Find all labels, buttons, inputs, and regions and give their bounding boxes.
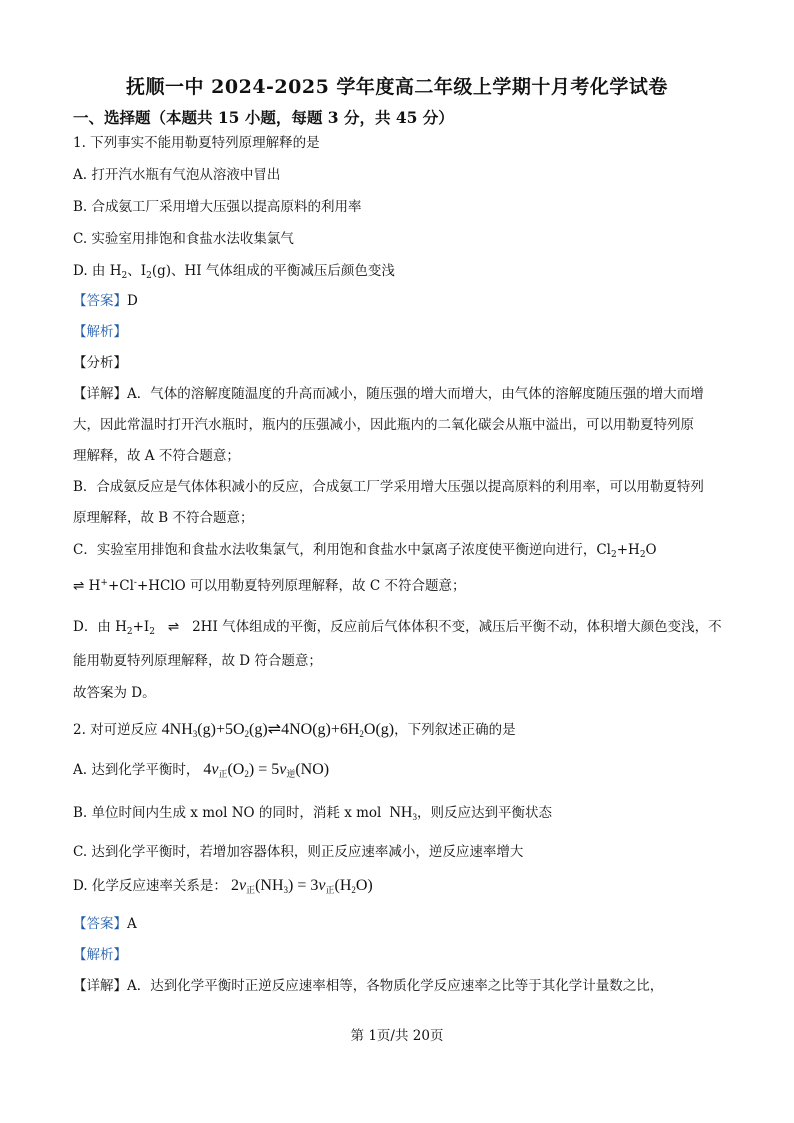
- q1-detail-a1: 【详解】A．气体的溶解度随温度的升高而减小，随压强的增大而增大，由气体的溶解度随压强的增大而增: [73, 386, 704, 402]
- q2-option-a: A. 达到化学平衡时， $4v_正(O_2) = 5v_逆(NO)$: [73, 761, 330, 779]
- q1-detail-d1: D．由 $H_2+I_2$ ⇌ 2HI 气体组成的平衡，反应前后气体体积不变，减压后平衡不动，体积增大颜色变浅，不: [73, 619, 722, 637]
- section-heading: 一、选择题（本题共 15 小题，每题 3 分，共 45 分）: [73, 108, 454, 127]
- q1-detail-a3: 理解释，故 A 不符合题意；: [73, 448, 240, 464]
- reaction-equation: $4NH_3(g)+5O_2(g)\rightleftharpoons 4NO(g)+6H_2O(g)$: [157, 719, 395, 739]
- q2-detail-a1: 【详解】A．达到化学平衡时正逆反应速率相等，各物质化学反应速率之比等于其化学计量数之比，: [73, 978, 664, 994]
- q1-option-a: A. 打开汽水瓶有气泡从溶液中冒出: [73, 167, 281, 183]
- q1-detail-c2: ⇌ H++Cl-+HClO 可以用勒夏特列原理解释，故 C 不符合题意；: [73, 578, 466, 594]
- equilibrium-arrow: ⇌: [73, 578, 85, 594]
- rate-expression-d: $2v_正(NH_3) = 3v_正(H_2O)$: [226, 877, 373, 895]
- q1-stem: 1. 下列事实不能用勒夏特列原理解释的是: [73, 135, 320, 151]
- q1-option-b: B. 合成氨工厂采用增大压强以提高原料的利用率: [73, 199, 362, 215]
- q1-detail-d2: 能用勒夏特列原理解释，故 D 符合题意；: [73, 653, 322, 669]
- q2-option-c: C. 达到化学平衡时，若增加容器体积，则正反应速率减小，逆反应速率增大: [73, 844, 524, 860]
- q1-fenxi-label: 【分析】: [73, 355, 127, 371]
- q2-option-d: D. 化学反应速率关系是： $2v_正(NH_3) = 3v_正(H_2O)$: [73, 877, 373, 895]
- q1-option-c: C. 实验室用排饱和食盐水法收集氯气: [73, 231, 294, 247]
- page-footer: 第 1页/共 20页: [350, 1028, 444, 1044]
- q1-answer: 【答案】D: [73, 293, 138, 309]
- equilibrium-arrow: ⇌: [167, 619, 180, 635]
- q1-detail-a2: 大，因此常温时打开汽水瓶时，瓶内的压强减小，因此瓶内的二氧化碳会从瓶中溢出，可以用勒夏特列原: [73, 417, 694, 433]
- q1-analysis-label: 【解析】: [73, 324, 127, 340]
- q2-stem: 2. 对可逆反应 $4NH_3(g)+5O_2(g)\rightleftharpoons 4NO(g)+6H_2O(g)$，下列叙述正确的是: [73, 719, 516, 739]
- q1-detail-c1: C．实验室用排饱和食盐水法收集氯气，利用饱和食盐水中氯离子浓度使平衡逆向进行，$Cl_2+H_2O$: [73, 542, 657, 560]
- q2-option-b: B. 单位时间内生成 x mol NO 的同时，消耗 x mol $NH_3$，则反应达到平衡状态: [73, 804, 552, 822]
- q2-answer: 【答案】A: [73, 916, 137, 932]
- q1-detail-b2: 原理解释，故 B 不符合题意；: [73, 510, 254, 526]
- page-title: 抚顺一中 2024-2025 学年度高二年级上学期十月考化学试卷: [126, 76, 668, 98]
- q2-analysis-label: 【解析】: [73, 947, 127, 963]
- rate-expression-a: $4v_正(O_2) = 5v_逆(NO)$: [199, 761, 330, 779]
- q1-option-d: D. 由 $H_2$、$I_2(g)$、HI 气体组成的平衡减压后颜色变浅: [73, 263, 395, 281]
- q1-conclusion: 故答案为 D。: [73, 685, 156, 701]
- q1-detail-b1: B．合成氨反应是气体体积减小的反应，合成氨工厂学采用增大压强以提高原料的利用率，可以用勒夏特列: [73, 479, 704, 495]
